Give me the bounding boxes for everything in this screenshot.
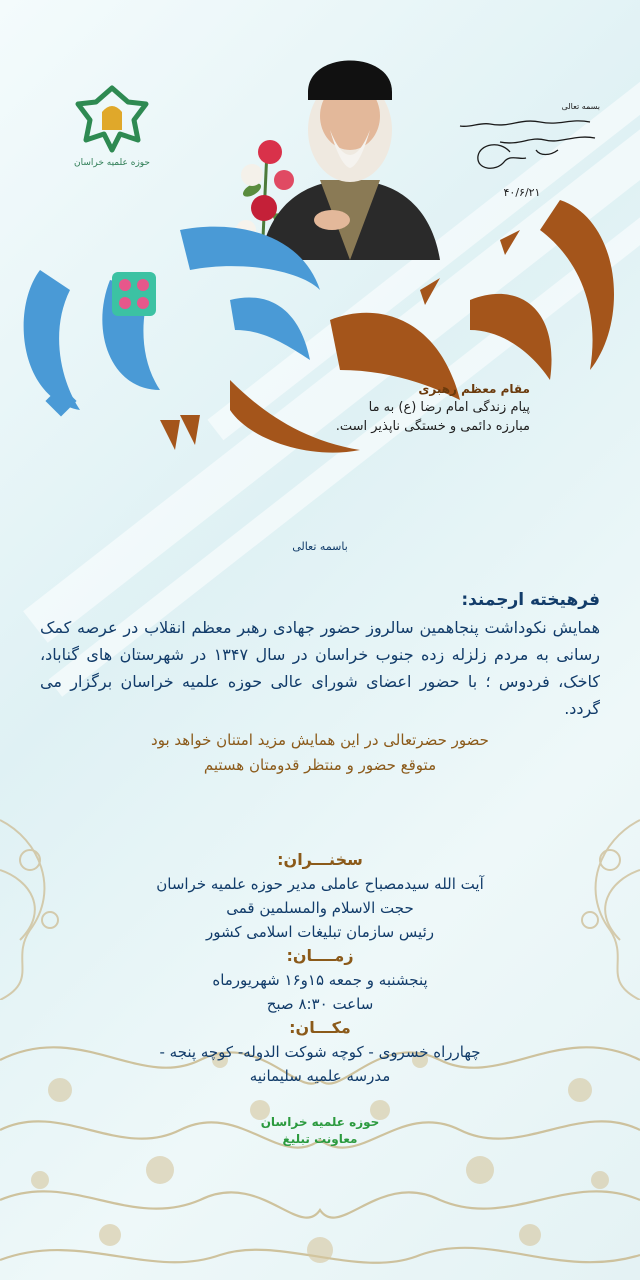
invitation-body — [40, 590, 600, 778]
event-description: همایش نکوداشت پنجاهمین سالروز حضور جهادی رهبر معظم انقلاب در عرصه کمک رسانی به مردم زلزله زده جنوب خراسان در سال ۱۳۴۷ در شهرستان های گناباد، کاخک، فردوس ؛ با حضور اعضای شورای عالی حوزه علمیه خراسان برگزار می گردد. — [40, 618, 601, 718]
leader-title: مقام معظم رهبری — [418, 382, 530, 396]
organizer-line-2: معاونت تبلیغ — [282, 1132, 358, 1146]
organizer — [220, 1114, 420, 1148]
speaker-line: حجت الاسلام والمسلمین قمی — [226, 899, 414, 917]
place-address: چهارراه خسروی - کوچه شوکت الدوله- کوچه پنجه - — [159, 1043, 481, 1061]
event-details — [40, 848, 600, 1088]
place-venue: مدرسه علمیه سلیمانیه — [249, 1067, 391, 1085]
time-date: پنجشنبه و جمعه ۱۵و۱۶ شهریورماه — [212, 971, 428, 989]
organizer-line-1: حوزه علمیه خراسان — [260, 1115, 380, 1129]
time-hour: ساعت ۸:۳۰ صبح — [266, 995, 374, 1013]
speaker-line: رئیس سازمان تبلیغات اسلامی کشور — [205, 923, 434, 941]
speaker-line: آیت الله سیدمصباح عاملی مدیر حوزه علمیه خراسان — [156, 875, 484, 893]
besmellah-text: باسمه تعالی — [292, 540, 348, 553]
logo-caption: حوزه علمیه خراسان — [73, 158, 150, 168]
place-heading: مکـــان: — [289, 1018, 351, 1037]
leader-message — [230, 382, 530, 434]
signature-header: بسمه تعالی — [561, 102, 600, 111]
greeting: فرهیخته ارجمند: — [461, 590, 600, 610]
signature-date: ۴۰/۶/۲۱ — [503, 186, 541, 199]
leader-line-1: پیام زندگی امام رضا (ع) به ما — [368, 400, 530, 415]
time-heading: زمــــان: — [286, 946, 354, 965]
invite-line-1: حضور حضرتعالی در این همایش مزید امتنان خواهد بود — [151, 731, 489, 749]
speakers-heading: سخنـــران: — [277, 850, 363, 869]
invite-line-2: متوقع حضور و منتظر قدومتان هستیم — [203, 756, 437, 774]
leader-line-2: مبارزه دائمی و خستگی ناپذیر است. — [335, 419, 530, 434]
